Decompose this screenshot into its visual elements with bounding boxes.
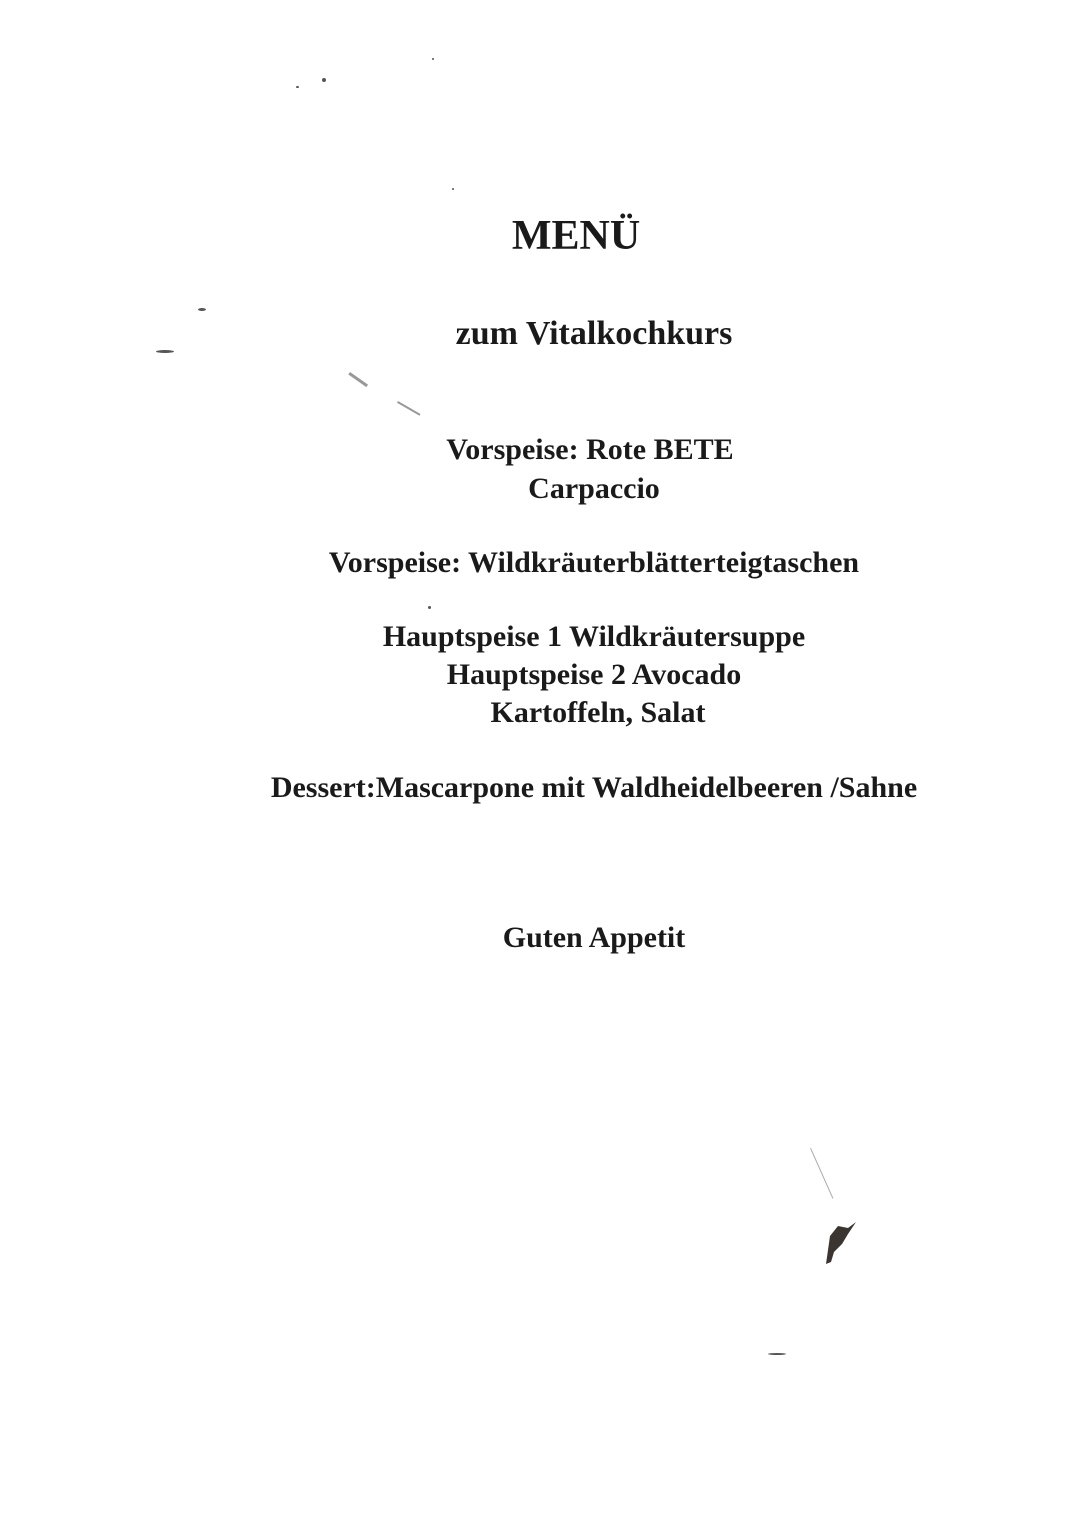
main-course-1-line: Hauptspeise 1 Wildkräutersuppe [382, 620, 806, 653]
dessert-line: Dessert:Mascarpone mit Waldheidelbeeren /Sahne [270, 771, 918, 804]
scan-scratch [348, 372, 368, 387]
scan-scratch [397, 401, 421, 416]
scan-speck [156, 350, 174, 353]
main-course-2-continuation: Kartoffeln, Salat [490, 696, 706, 729]
scan-speck [198, 308, 206, 311]
main-course-2-line: Hauptspeise 2 Avocado [446, 658, 742, 691]
scan-scratch [810, 1148, 833, 1199]
scan-speck [428, 606, 431, 609]
scan-speck [768, 1353, 786, 1355]
scan-speck [296, 86, 299, 88]
starter-1-continuation: Carpaccio [528, 472, 660, 505]
ink-blot [818, 1218, 860, 1270]
closing-text: Guten Appetit [502, 921, 686, 954]
menu-subtitle: zum Vitalkochkurs [455, 315, 733, 352]
starter-2-line: Vorspeise: Wildkräuterblätterteigtaschen [328, 546, 860, 579]
menu-title: MENÜ [511, 213, 641, 259]
scan-speck [432, 58, 434, 60]
scan-speck [452, 188, 454, 190]
scan-speck [322, 78, 326, 82]
starter-1-line: Vorspeise: Rote BETE [446, 433, 734, 466]
